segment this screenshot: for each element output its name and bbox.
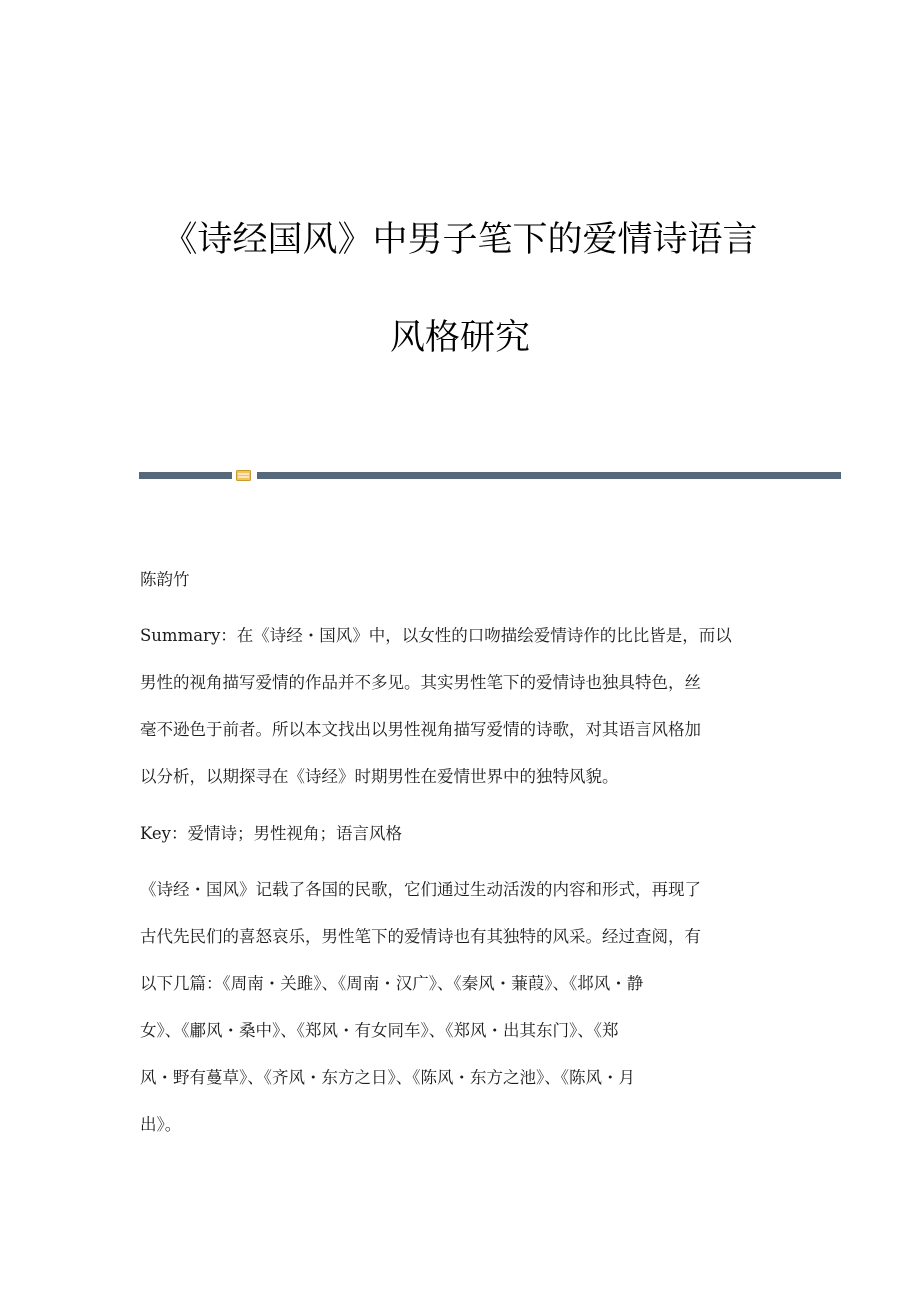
keywords-line: Key：爱情诗；男性视角；语言风格	[140, 824, 402, 843]
paragraph-line: 以下几篇：《周南・关雎》、《周南・汉广》、《秦风・蒹葭》、《邶风・静	[140, 974, 644, 993]
document-title-line-2: 风格研究	[389, 318, 530, 358]
paragraph-line: 女》、《鄘风・桑中》、《郑风・有女同车》、《郑风・出其东门》、《郑	[140, 1021, 619, 1040]
body-paragraph	[140, 874, 780, 1156]
divider-bar-right	[257, 472, 841, 479]
summary-line: Summary：在《诗经・国风》中，以女性的口吻描绘爱情诗作的比比皆是，而以	[140, 626, 732, 645]
summary-line: 男性的视角描写爱情的作品并不多见。其实男性笔下的爱情诗也独具特色，丝	[140, 673, 701, 692]
summary-line: 毫不逊色于前者。所以本文找出以男性视角描写爱情的诗歌，对其语言风格加	[140, 720, 701, 739]
paragraph-line: 风・野有蔓草》、《齐风・东方之日》、《陈风・东方之池》、《陈风・月	[140, 1068, 635, 1087]
paragraph-line: 《诗经・国风》记载了各国的民歌，它们通过生动活泼的内容和形式，再现了	[140, 880, 701, 899]
paragraph-line: 古代先民们的喜怒哀乐，男性笔下的爱情诗也有其独特的风采。经过查阅，有	[140, 927, 701, 946]
document-title-line-1: 《诗经国风》中男子笔下的爱情诗语言	[162, 220, 758, 260]
summary-line: 以分析，以期探寻在《诗经》时期男性在爱情世界中的独特风貌。	[140, 767, 619, 786]
author-name: 陈韵竹	[140, 570, 190, 589]
envelope-icon	[236, 470, 251, 481]
title-divider	[139, 470, 841, 480]
paragraph-line: 出》。	[140, 1115, 182, 1134]
divider-bar-left	[139, 472, 232, 479]
summary-paragraph	[140, 620, 780, 808]
